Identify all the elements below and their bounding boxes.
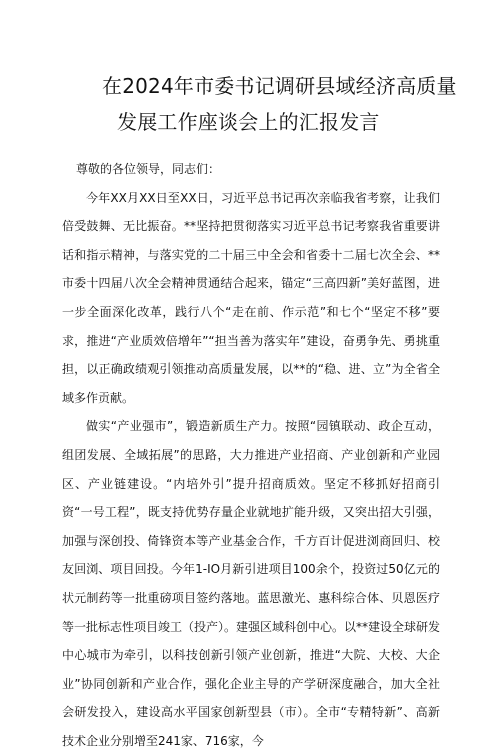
document-title <box>62 68 457 140</box>
greeting: 尊敬的各位领导，同志们： <box>76 162 221 176</box>
title-line-2: 发展工作座谈会上的汇报发言 <box>117 110 380 134</box>
paragraph-2: 做实“产业强市”，锻造新质生产力。按照“园镇联动、政企互动，组团发展、全域拓展”的思路，大力推进产业招商、产业创新和产业园区、产业链建设。“内培外引”提升招商质效。坚定不移抓好招商引资“一号工程”，既支持优势存量企业就地扩能升级，又突出招大引强，加强与深创投、倚锋资本等产业基金合作，千方百计促进浏商回归、校友回浏、项目回投。今年1-IO月新引进项目100余个，投资过50亿元的状元制药等一批重磅项目签约落地。蓝思激光、惠科综合体、贝恩医疗等一批标志性项目竣工（投产）。建强区域科创中心。以**建设全球研发中心城市为牵引，以科技创新引领产业创新，推进“大院、大校、大企业”协同创新和产业合作，强化企业主导的产学研深度融合，加大全社会研发投入，建设高水平国家创新型县（市）。全市“专精特新”、高新技术企业分别增至241家、716家，今 <box>62 419 441 748</box>
title-line-1: 在2024年市委书记调研县域经济高质量 <box>102 74 457 98</box>
paragraph-1: 今年XX月XX日至XX日，习近平总书记再次亲临我省考察，让我们倍受鼓舞、无比振奋。**坚持把贯彻落实习近平总书记考察我省重要讲话和指示精神，与落实党的二十届三中全会和省委十二届七次全会、**市委十四届八次全会精神贯通结合起来，锚定“三高四新”美好蓝图，进一步全面深化改革，践行八个“走在前、作示范”和七个“坚定不移”要求，推进“产业质效倍增年”“担当善为落实年”建设，奋勇争先、勇挑重担，以正确政绩观引领推动高质量发展，以**的“稳、进、立”为全省全域多作贡献。 <box>62 190 440 405</box>
document-body <box>62 155 440 755</box>
